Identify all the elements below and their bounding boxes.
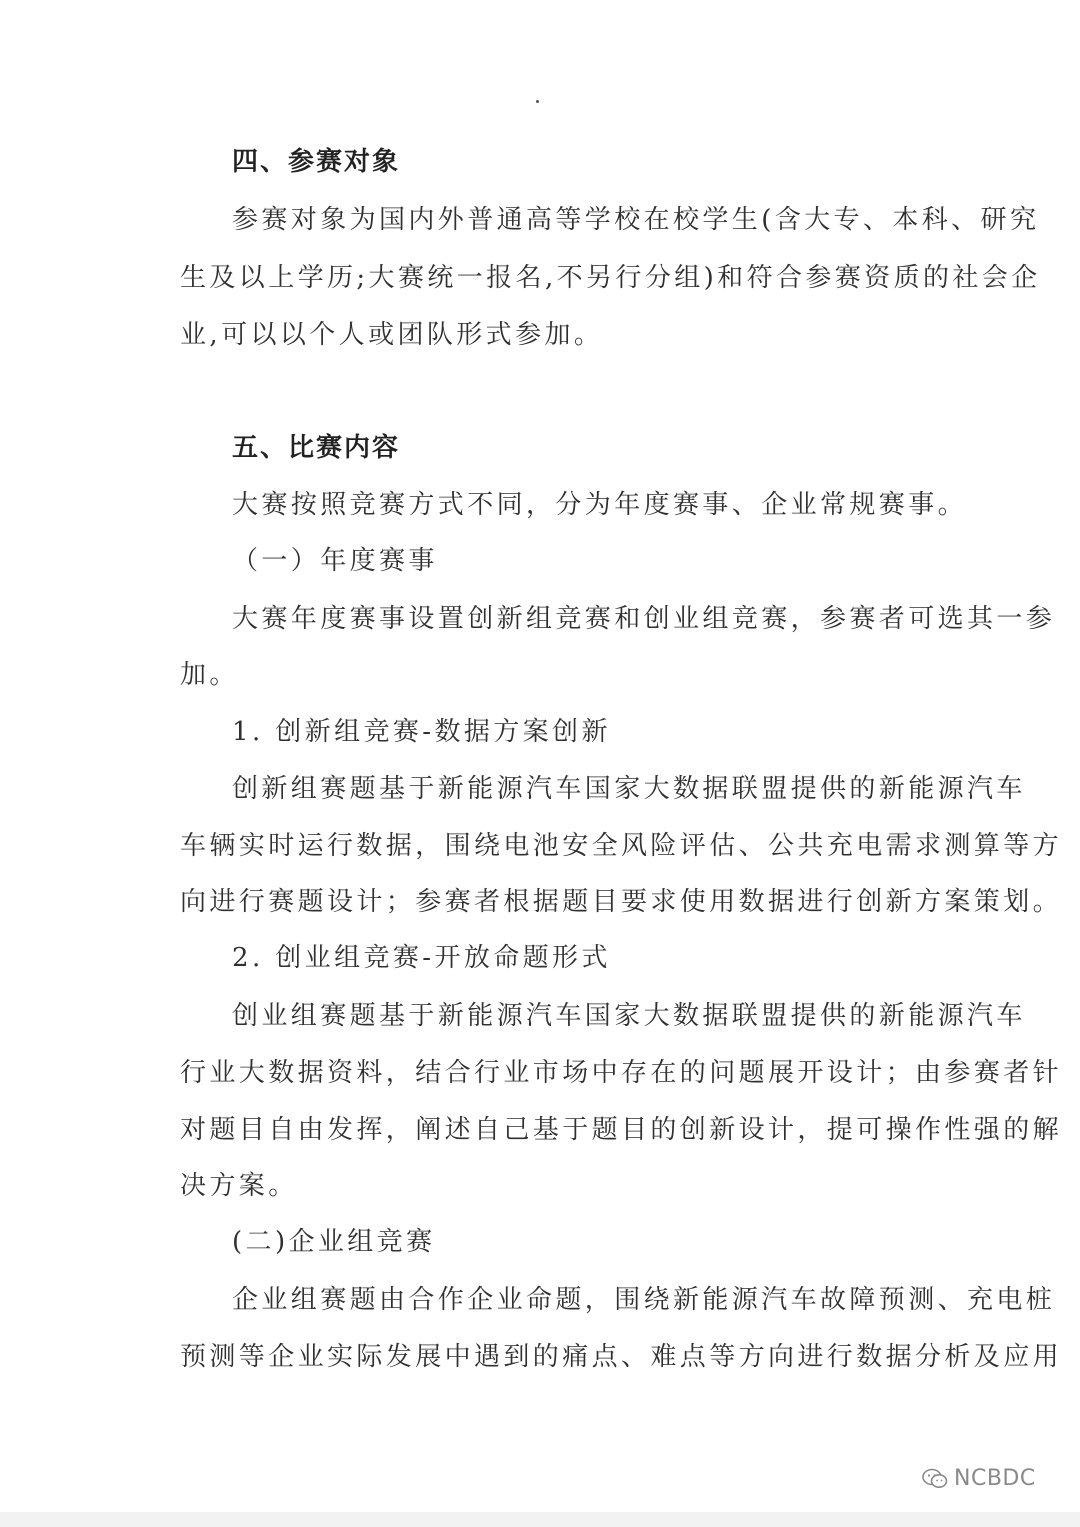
watermark-text: NCBDC (954, 1466, 1036, 1491)
item-1-title: 1. 创新组竞赛-数据方案创新 (232, 717, 611, 747)
section-5-heading: 五、比赛内容 (232, 433, 401, 463)
subsection-1-line-1: 大赛年度赛事设置创新组竞赛和创业组竞赛，参赛者可选其一参 (232, 604, 1056, 634)
subsection-2-line-2: 预测等企业实际发展中遇到的痛点、难点等方向进行数据分析及应用 (180, 1342, 1063, 1372)
item-2-line-3: 对题目自由发挥，阐述自己基于题目的创新设计，提可操作性强的解 (180, 1115, 1063, 1145)
subsection-2-line-1: 企业组赛题由合作企业命题，围绕新能源汽车故障预测、充电桩 (232, 1285, 1056, 1315)
watermark (922, 1466, 1036, 1491)
item-1-line-3: 向进行赛题设计；参赛者根据题目要求使用数据进行创新方案策划。 (180, 887, 1063, 917)
item-2-title: 2. 创业组竞赛-开放命题形式 (232, 943, 611, 973)
section-5-intro: 大赛按照竞赛方式不同，分为年度赛事、企业常规赛事。 (232, 490, 968, 520)
section-4-line-1: 参赛对象为国内外普通高等学校在校学生(含大专、本科、研究 (232, 205, 1040, 235)
wechat-icon (922, 1468, 948, 1490)
subsection-1-line-2: 加。 (180, 660, 239, 690)
subsection-2-title: (二)企业组竞赛 (232, 1227, 436, 1257)
item-1-line-1: 创新组赛题基于新能源汽车国家大数据联盟提供的新能源汽车 (232, 774, 1026, 804)
scan-speck (536, 100, 539, 103)
section-4-line-3: 业,可以以个人或团队形式参加。 (180, 320, 604, 350)
section-4-line-2: 生及以上学历;大赛统一报名,不另行分组)和符合参赛资质的社会企 (180, 263, 1041, 293)
page-bottom-edge (0, 1512, 1080, 1527)
item-2-line-4: 决方案。 (180, 1171, 298, 1201)
subsection-1-title: （一）年度赛事 (232, 546, 438, 576)
section-4-heading: 四、参赛对象 (232, 147, 401, 177)
item-2-line-2: 行业大数据资料，结合行业市场中存在的问题展开设计；由参赛者针 (180, 1058, 1063, 1088)
item-2-line-1: 创业组赛题基于新能源汽车国家大数据联盟提供的新能源汽车 (232, 1001, 1026, 1031)
item-1-line-2: 车辆实时运行数据，围绕电池安全风险评估、公共充电需求测算等方 (180, 831, 1063, 861)
